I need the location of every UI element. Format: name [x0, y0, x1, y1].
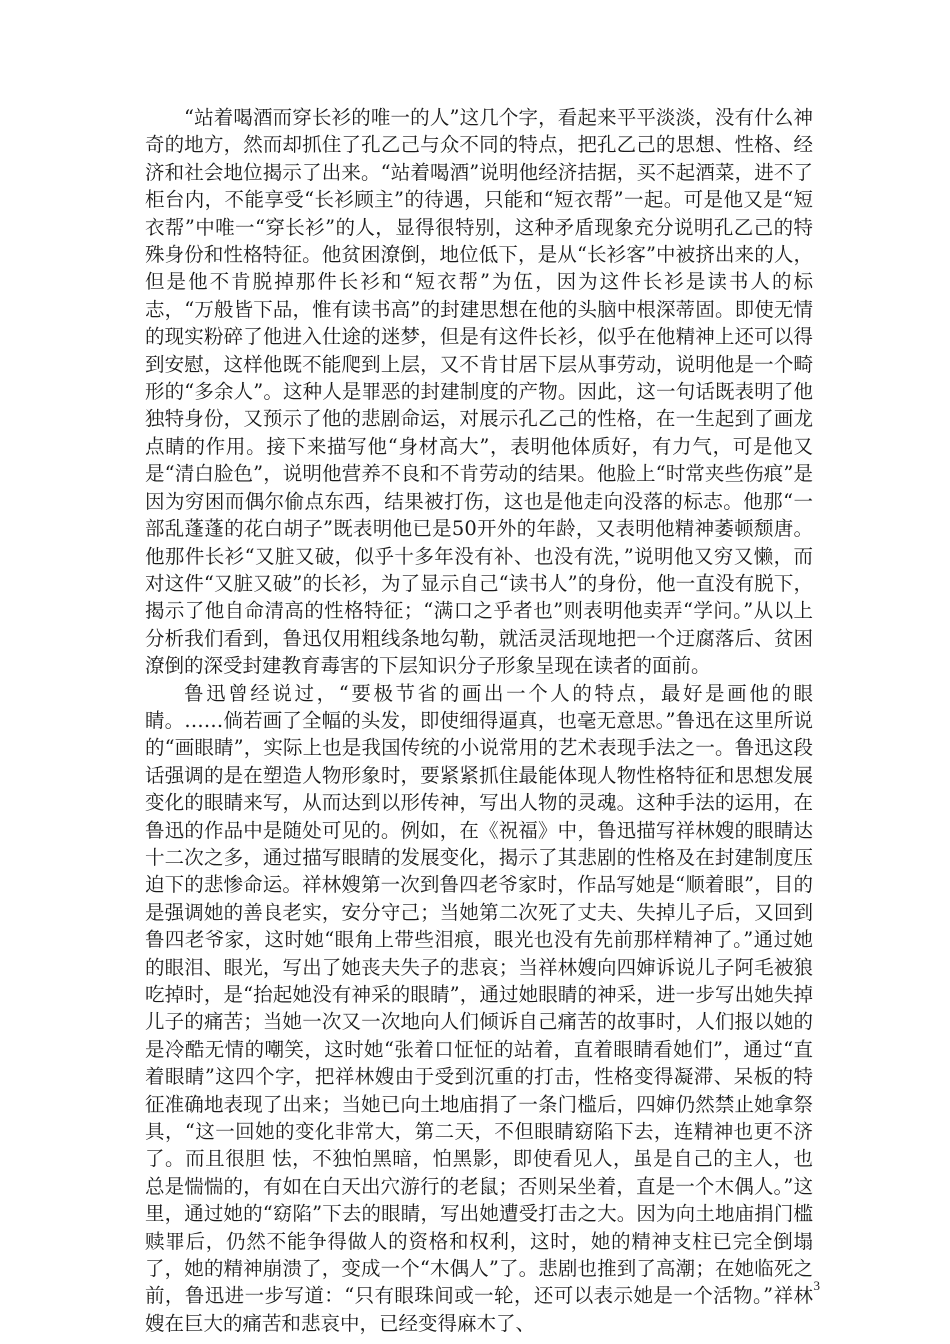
paragraph-2: 鲁迅曾经说过，“要极节省的画出一个人的特点，最好是画他的眼睛。……倘若画了全幅的头发，即使细得逼真，也毫无意思。”鲁迅在这里所说的“画眼睛”，实际上也是我国传统的小说常用的艺术表现手法之一。鲁迅这段话强调的是在塑造人物形象时，要紧紧抓住最能体现人物性格特征和思想发展变化的眼睛来写，从而达到以形传神，写出人物的灵魂。这种手法的运用，在鲁迅的作品中是随处可见的。例如，在《祝福》中，鲁迅描写祥林嫂的眼睛达十二次之多，通过描写眼睛的发展变化，揭示了其悲剧的性格及在封建制度压迫下的悲惨命运。祥林嫂第一次到鲁四老爷家时，作品写她是“顺着眼”，目的是强调她的善良老实，安分守己；当她第二次死了丈夫、失掉儿子后，又回到鲁四老爷家，这时她“眼角上带些泪痕，眼光也没有先前那样精神了。”通过她的眼泪、眼光，写出了她丧夫失子的悲哀；当祥林嫂向四婶诉说儿子阿毛被狼吃掉时，是“抬起她没有神采的眼睛”，通过她眼睛的神采，进一步写出她失掉儿子的痛苦；当她一次又一次地向人们倾诉自己痛苦的故事时，人们报以她的是冷酷无情的嘲笑，这时她“张着口怔怔的站着，直着眼睛看她们”，通过“直着眼睛”这四个字，把祥林嫂由于受到沉重的打击，性格变得凝滞、呆板的特征准确地表现了出来；当她已向土地庙捐了一条门槛后，四婶仍然禁止她拿祭具，“这一回她的变化非常大，第二天，不但眼睛窈陷下去，连精神也更不济了。而且很胆 怯，不独怕黑暗，怕黑影，即使看见人，虽是自己的主人，也总是惴惴的，有如在白天出穴游行的老鼠；否则呆坐着，直是一个木偶人。”这里，通过她的“窈陷”下去的眼睛，写出她遭受打击之大。因为向土地庙捐门槛赎罪后，仍然不能争得做人的资格和权利，这时，她的精神支柱已完全倒塌了，她的精神崩溃了，变成一个“木偶人”了。悲剧也推到了高潮；在她临死之前，鲁迅进一步写道：“只有眼珠间或一轮，还可以表示她是一个活物。”祥林嫂在巨大的痛苦和悲哀中，已经变得麻木了、: [145, 681, 813, 1335]
paragraph-1: “站着喝酒而穿长衫的唯一的人”这几个字，看起来平平淡淡，没有什么神奇的地方，然而却抓住了孔乙己与众不同的特点，把孔乙己的思想、性格、经济和社会地位揭示了出来。“站着喝酒”说明他经济拮据，买不起酒菜，进不了柜台内，不能享受“长衫顾主”的待遇，只能和“短衣帮”一起。可是他又是“短衣帮”中唯一“穿长衫”的人，显得很特别，这种矛盾现象充分说明孔乙己的特殊身份和性格特征。他贫困潦倒，地位低下，是从“长衫客”中被挤出来的人，但是他不肯脱掉那件长衫和“短衣帮”为伍，因为这件长衫是读书人的标志，“万般皆下品，惟有读书高”的封建思想在他的头脑中根深蒂固。即使无情的现实粉碎了他进入仕途的迷梦，但是有这件长衫，似乎在他精神上还可以得到安慰，这样他既不能爬到上层，又不肯甘居下层从事劳动，说明他是一个畸形的“多余人”。这种人是罪恶的封建制度的产物。因此，这一句话既表明了他独特身份，又预示了他的悲剧命运，对展示孔乙己的性格，在一生起到了画龙点睛的作用。接下来描写他“身材高大”，表明他体质好，有力气，可是他又是“清白脸色”，说明他营养不良和不肯劳动的结果。他脸上“时常夹些伤痕”是因为穷困而偶尔偷点东西，结果被打伤，这也是他走向没落的标志。他那“一部乱蓬蓬的花白胡子”既表明他已是50开外的年龄，又表明他精神萎顿颓唐。他那件长衫“又脏又破，似乎十多年没有补、也没有洗，”说明他又穷又懒，而对这件“又脏又破”的长衫，为了显示自己“读书人”的身份，他一直没有脱下，揭示了他自命清高的性格特征；“满口之乎者也”则表明他卖弄“学问。”从以上分析我们看到，鲁迅仅用粗线条地勾勒，就活灵活现地把一个迂腐落后、贫困潦倒的深受封建教育毒害的下层知识分子形象呈现在读者的面前。: [145, 106, 813, 678]
body-text: [145, 104, 813, 1337]
page-number: 3: [813, 1278, 820, 1293]
